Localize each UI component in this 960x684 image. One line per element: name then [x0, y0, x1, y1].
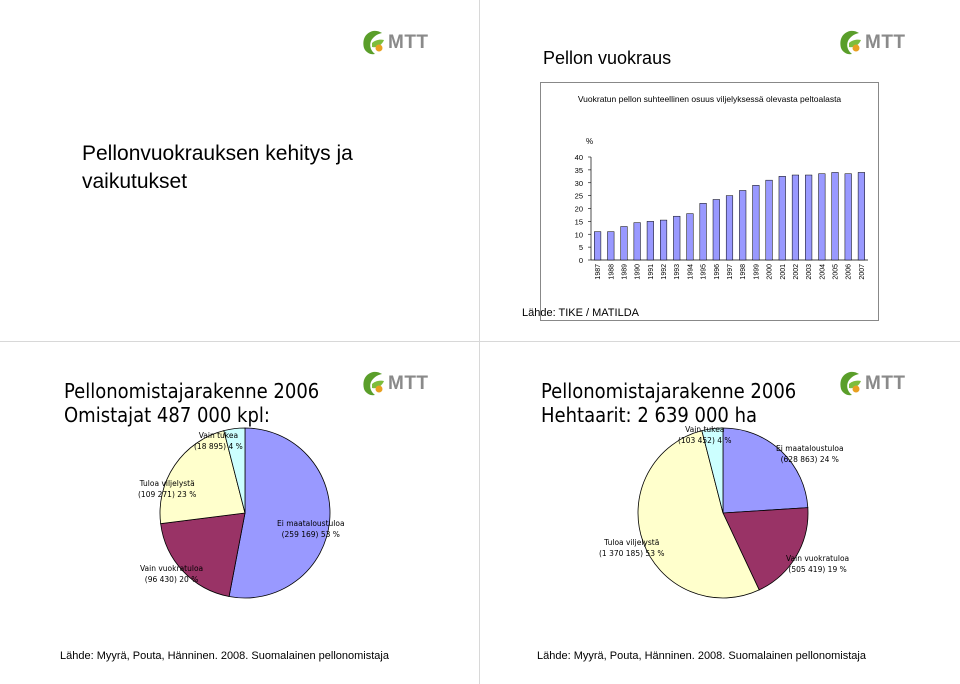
mtt-logo: [837, 29, 906, 57]
pie-owners-label-vain-tukea-name: Vain tukea: [198, 431, 239, 440]
bar-chart-y-tick-label: 0: [578, 256, 583, 265]
pie-owners-label-vain-vuokratuloa-name: Vain vuokratuloa: [140, 564, 204, 573]
bar-chart-y-tick-label: 20: [574, 204, 583, 214]
bar-1996: [713, 199, 720, 260]
bar-chart: [541, 83, 878, 320]
pie-owners-label-ei-maataloustuloa-count: (259 169): [281, 530, 319, 539]
bar-1998: [739, 190, 746, 260]
bar-chart-y-tick-label: 5: [578, 243, 583, 253]
bar-1991: [647, 221, 654, 260]
bar-2001: [779, 176, 786, 260]
bar-chart-y-tick-label: 25: [574, 191, 583, 201]
pie-hectares-label-vain-vuokratuloa-percent: 19 %: [827, 565, 847, 574]
pie-hectares-label-vain-tukea-count: (103 452): [678, 436, 715, 445]
pie-hectares-label-vain-tukea-percent: 4 %: [717, 436, 732, 445]
bar-chart-x-tick-label: 1987: [595, 264, 603, 280]
pie-hectares-label-tuloa-viljelysta-name: Tuloa viljelystä: [604, 538, 660, 547]
bar-chart-x-tick-label: 1990: [634, 264, 642, 280]
bar-1995: [700, 203, 707, 260]
bar-chart-x-tick-label: 2006: [845, 264, 853, 280]
bar-chart-y-tick-label: 40: [574, 153, 583, 162]
mtt-logo-text: MTT: [865, 373, 906, 394]
pie-owners-label-vain-tukea-count: (18 895): [194, 442, 227, 451]
pie-owners-label-vain-vuokratuloa-percent: 20 %: [179, 575, 199, 584]
bar-2002: [792, 175, 799, 260]
mtt-logo-text: MTT: [388, 32, 429, 53]
bar-chart-x-tick-label: 2005: [832, 264, 840, 280]
pie-owners-label-vain-tukea: [194, 430, 243, 452]
pie-owners-label-tuloa-viljelysta-name: Tuloa viljelystä: [139, 479, 195, 488]
bar-chart-x-tick-label: 2002: [792, 264, 800, 280]
slide-3-title-line2: Omistajat 487 000 kpl:: [64, 403, 270, 427]
bar-chart-x-tick-label: 2004: [819, 264, 827, 280]
bar-1994: [687, 214, 694, 260]
bar-chart-frame: [540, 82, 879, 321]
slide-4-source: Lähde: Myyrä, Pouta, Hänninen. 2008. Suomalainen pellonomistaja: [537, 650, 866, 662]
bar-2004: [819, 174, 826, 260]
pie-hectares-label-tuloa-viljelysta: [599, 537, 664, 559]
pie-owners-label-vain-vuokratuloa: [140, 563, 203, 585]
bar-chart-y-tick-label: 30: [574, 178, 583, 188]
bar-1989: [621, 227, 628, 260]
pie-hectares-label-vain-tukea-name: Vain tukea: [685, 425, 725, 434]
slide-3-title-line1: Pellonomistajarakenne 2006: [64, 379, 320, 403]
slide-4-title-line1: Pellonomistajarakenne 2006: [541, 379, 797, 403]
pie-hectares-label-ei-maataloustuloa: [776, 443, 844, 465]
mtt-logo: [360, 29, 429, 57]
bar-1990: [634, 223, 641, 260]
bar-chart-x-tick-label: 2007: [858, 264, 866, 280]
bar-chart-y-tick-label: 15: [574, 217, 583, 227]
pie-hectares-label-vain-vuokratuloa-count: (505 419): [788, 565, 826, 574]
pie-owners-label-vain-vuokratuloa-count: (96 430): [144, 575, 177, 584]
pie-hectares-label-tuloa-viljelysta-percent: 53 %: [645, 549, 665, 558]
bar-1988: [607, 232, 614, 260]
bar-2006: [845, 174, 852, 260]
bar-1999: [753, 185, 760, 260]
mtt-leaf-icon: [837, 29, 863, 57]
slide-4-title-line2: Hehtaarit: 2 639 000 ha: [541, 403, 758, 427]
pie-owners-label-vain-tukea-percent: 4 %: [228, 442, 243, 451]
pie-owners-label-ei-maataloustuloa: [277, 518, 345, 540]
mtt-logo-text: MTT: [388, 373, 429, 394]
bar-2000: [766, 180, 773, 260]
slide-1-title: Pellonvuokrauksen kehitys ja vaikutukset: [82, 142, 353, 193]
bar-chart-x-tick-label: 1992: [661, 264, 669, 280]
bar-chart-x-tick-label: 2000: [766, 264, 774, 280]
bar-1993: [673, 216, 680, 260]
bar-1997: [726, 196, 733, 260]
bar-chart-x-tick-label: 1991: [647, 264, 655, 280]
pie-hectares-label-vain-tukea: [678, 424, 732, 446]
bar-2005: [832, 172, 839, 260]
pie-hectares-label-ei-maataloustuloa-count: (628 863): [780, 455, 818, 464]
pie-owners-label-tuloa-viljelysta: [138, 478, 196, 500]
bar-chart-x-tick-label: 1993: [674, 264, 682, 280]
pie-owners-label-ei-maataloustuloa-percent: 53 %: [320, 530, 340, 539]
bar-chart-y-axis-label: %: [586, 137, 594, 146]
mtt-logo-text: MTT: [865, 32, 906, 53]
pie-owners-label-ei-maataloustuloa-name: Ei maataloustuloa: [277, 519, 345, 528]
slide-2-source: Lähde: TIKE / MATILDA: [522, 307, 639, 319]
bar-chart-x-tick-label: 2003: [806, 264, 814, 280]
bar-chart-y-tick-label: 10: [574, 230, 583, 240]
bar-chart-x-tick-label: 1997: [727, 264, 734, 280]
pie-hectares-label-vain-vuokratuloa: [786, 553, 849, 575]
pie-owners-label-tuloa-viljelysta-count: (109 271): [138, 490, 175, 499]
bar-chart-x-tick-label: 1998: [740, 264, 748, 280]
bar-2007: [858, 172, 865, 260]
pie-chart-owners: [0, 342, 480, 682]
bar-chart-y-tick-label: 35: [574, 165, 583, 175]
bar-chart-x-tick-label: 2001: [779, 264, 787, 280]
mtt-leaf-icon: [360, 29, 386, 57]
bar-chart-x-tick-label: 1989: [621, 264, 629, 280]
bar-2003: [805, 175, 812, 260]
bar-1992: [660, 220, 667, 260]
pie-hectares-label-ei-maataloustuloa-percent: 24 %: [819, 455, 839, 464]
bar-chart-x-tick-label: 1995: [700, 264, 708, 280]
bar-1987: [594, 232, 601, 260]
bar-chart-title: Vuokratun pellon suhteellinen osuus viljelyksessä olevasta peltoalasta: [577, 94, 842, 104]
pie-owners-label-tuloa-viljelysta-percent: 23 %: [177, 490, 197, 499]
bar-chart-x-tick-label: 1994: [687, 264, 695, 280]
pie-hectares-slice-ei-maataloustuloa: [723, 428, 808, 513]
slide-2-title: Pellon vuokraus: [543, 48, 672, 68]
pie-hectares-label-tuloa-viljelysta-count: (1 370 185): [599, 549, 644, 558]
pie-hectares-label-vain-vuokratuloa-name: Vain vuokratuloa: [786, 554, 850, 563]
bar-chart-x-tick-label: 1999: [753, 264, 761, 280]
slide-3-source: Lähde: Myyrä, Pouta, Hänninen. 2008. Suomalainen pellonomistaja: [60, 650, 389, 662]
bar-chart-x-tick-label: 1996: [713, 264, 721, 280]
bar-chart-x-tick-label: 1988: [608, 264, 616, 280]
pie-hectares-label-ei-maataloustuloa-name: Ei maataloustuloa: [776, 444, 844, 453]
pie-chart-hectares: [480, 342, 960, 682]
